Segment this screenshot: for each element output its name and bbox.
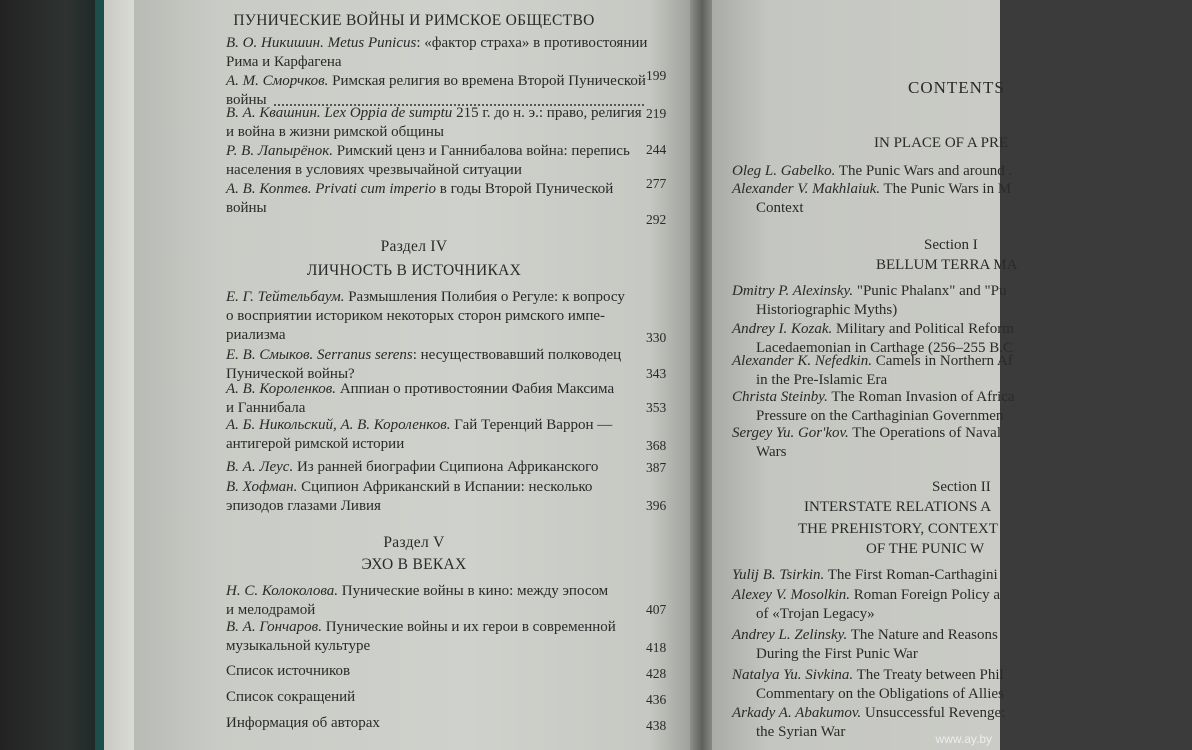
toc-entry: В. А. Леус. Из ранней биографии Сципиона Африканского <box>226 459 599 475</box>
toc-entry: Andrey L. Zelinsky. The Nature and Reasons During the First Punic War <box>732 627 998 662</box>
page-number: 407 <box>646 602 667 617</box>
toc-entry: Oleg L. Gabelko. The Punic Wars and around . <box>732 163 1013 179</box>
section-heading: OF THE PUNIC W <box>866 541 985 557</box>
toc-entry: Информация об авторах <box>226 715 380 731</box>
page-number: 199 <box>646 68 667 83</box>
book-gutter <box>690 0 714 750</box>
section-heading: IN PLACE OF A PRE <box>874 135 1009 151</box>
toc-entry: Andrey I. Kozak. Military and Political Reform Lacedaemonian in Carthage (256–255 B.C <box>732 321 1014 356</box>
book-cover-edge <box>95 0 104 750</box>
toc-entry: А. М. Сморчков. Римская религия во времена Второй Пунической войны <box>226 73 646 108</box>
section-label: Раздел IV <box>380 238 448 255</box>
page-number: 292 <box>646 212 667 227</box>
toc-entry: Список сокращений <box>226 689 356 705</box>
section-label: Section I <box>924 237 978 253</box>
left-page <box>134 0 694 750</box>
section-heading: ЛИЧНОСТЬ В ИСТОЧНИКАХ <box>306 262 522 279</box>
toc-entry: Е. В. Смыков. Serranus serens: несуществовавший полководец Пунической войны? <box>226 347 622 382</box>
section-label: Раздел V <box>383 534 445 551</box>
toc-entry: В. А. Квашнин. Lex Oppia de sumptu 215 г. до н. э.: право, религия и война в жизни римской общины <box>226 105 642 140</box>
page-number: 418 <box>646 640 667 655</box>
page-number: 343 <box>646 366 667 381</box>
page-number: 277 <box>646 176 667 191</box>
page-number: 368 <box>646 438 667 453</box>
page-number: 438 <box>646 718 667 733</box>
toc-entry: В. О. Никишин. Metus Punicus: «фактор страха» в противостоянии Рима и Карфагена <box>226 35 648 70</box>
toc-entry: В. Хофман. Сципион Африканский в Испании: несколько эпизодов глазами Ливия <box>226 479 593 514</box>
section-heading: BELLUM TERRA MA <box>876 257 1018 273</box>
toc-entry: Dmitry P. Alexinsky. "Punic Phalanx" and "Pu Historiographic Myths) <box>732 283 1007 318</box>
section-label: Section II <box>932 479 991 495</box>
section-heading: THE PREHISTORY, CONTEXT <box>798 521 998 537</box>
page-number: 330 <box>646 330 667 345</box>
section-heading: ПУНИЧЕСКИЕ ВОЙНЫ И РИМСКОЕ ОБЩЕСТВО <box>233 12 595 29</box>
toc-entry: А. В. Короленков. Аппиан о противостоянии Фабия Максима и Ганнибала <box>226 381 615 416</box>
toc-entry: Р. В. Лапырёнок. Римский ценз и Ганнибалова война: перепись населения в условиях чрезвычайной ситуации <box>226 143 630 178</box>
toc-entry: Sergey Yu. Gor'kov. The Operations of Naval Wars <box>732 425 1001 460</box>
toc-entry: А. В. Коптев. Privati cum imperio в годы Второй Пунической войны <box>226 181 614 216</box>
toc-entry: Alexander K. Nefedkin. Camels in Northern Af in the Pre-Islamic Era <box>732 353 1013 388</box>
watermark: www.ay.by <box>935 732 992 746</box>
toc-entry: Е. Г. Тейтельбаум. Размышления Полибия о Регуле: к вопросу о восприятии историком некоторых сторон римского импе- риализма <box>226 289 625 343</box>
dark-background-edge <box>0 0 95 750</box>
toc-entry: Н. С. Колоколова. Пунические войны в кино: между эпосом и мелодрамой <box>226 583 609 618</box>
right-page <box>712 0 1018 750</box>
page-number: 387 <box>646 460 667 475</box>
section-heading: INTERSTATE RELATIONS A <box>804 499 992 515</box>
toc-entry: Arkady A. Abakumov. Unsuccessful Revenge: the Syrian War <box>732 705 1006 740</box>
toc-entry: А. Б. Никольский, А. В. Короленков. Гай Теренций Варрон — антигерой римской истории <box>226 417 613 452</box>
toc-entry: Alexander V. Makhlaiuk. The Punic Wars in M Context <box>732 181 1012 216</box>
page-number: 436 <box>646 692 667 707</box>
page-number: 219 <box>646 106 667 121</box>
page-number: 428 <box>646 666 667 681</box>
book-page-stack <box>104 0 134 750</box>
toc-entry: В. А. Гончаров. Пунические войны и их герои в современной музыкальной культуре <box>226 619 616 654</box>
section-heading: ЭХО В ВЕКАХ <box>361 556 467 573</box>
toc-entry: Alexey V. Mosolkin. Roman Foreign Policy a of «Trojan Legacy» <box>732 587 1001 622</box>
page-number: 353 <box>646 400 667 415</box>
toc-entry: Natalya Yu. Sivkina. The Treaty between Phil Commentary on the Obligations of Allies <box>732 667 1004 702</box>
page-number: 244 <box>646 142 667 157</box>
toc-entry: Список источников <box>226 663 351 679</box>
toc-entry: Yulij B. Tsirkin. The First Roman-Carthagini <box>732 567 998 583</box>
toc-entry: Christa Steinby. The Roman Invasion of Africa Pressure on the Carthaginian Governmen <box>732 389 1015 424</box>
page-number: 396 <box>646 498 667 513</box>
contents-title: CONTENTS <box>908 78 1005 97</box>
